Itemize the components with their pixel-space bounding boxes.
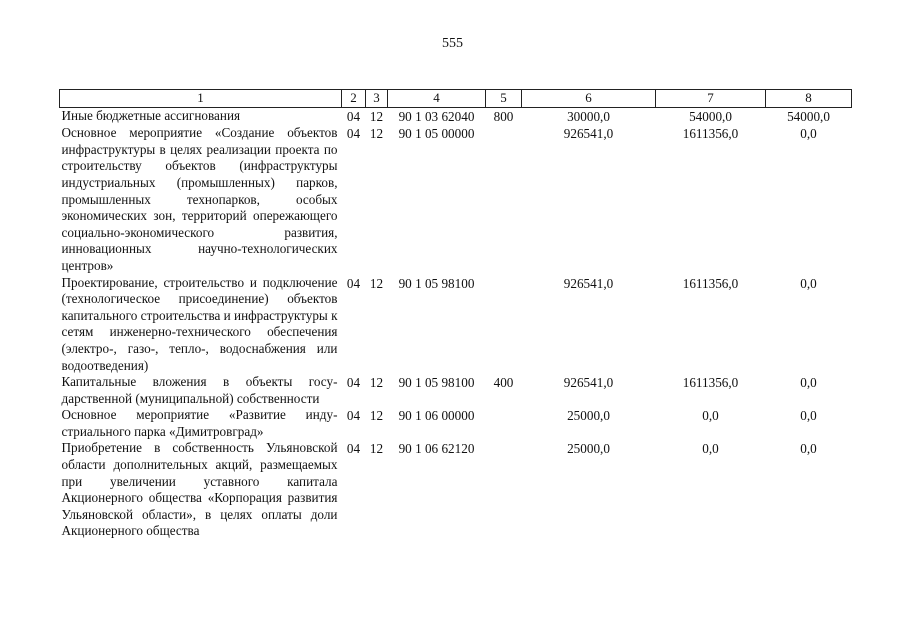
row-section: 04 [346, 108, 361, 124]
row-section: 04 [346, 375, 361, 391]
row-value-6: 25000,0 [567, 408, 610, 424]
row-value-6: 926541,0 [563, 375, 614, 391]
row-name: Приобретение в собственность Ульяновской области дополнительных акций, размещаемых при увеличении уставного капитала Акционерного общества «Корпорация развития Ульяновской области», в целях оплаты доли Акционерного общества [61, 440, 338, 539]
header-col-4: 4 [388, 90, 486, 108]
table-row [60, 275, 852, 375]
page-number: 555 [442, 36, 463, 51]
row-section: 04 [346, 441, 361, 457]
row-target-article: 90 1 03 62040 [398, 108, 475, 124]
row-target-article: 90 1 06 62120 [398, 441, 475, 457]
row-value-8: 0,0 [800, 441, 817, 457]
row-subsection: 12 [369, 108, 384, 124]
row-value-8: 0,0 [800, 408, 817, 424]
row-name: Основное мероприятие «Создание объектов инфраструктуры в целях реализации проекта по строительству объектов (инфраструктуры индустриальных (промышленных) парков, промышленных технопарков, особых экономических зон, территорий опережающего социально-экономического развития, инновационных научно-технологических центров» [61, 125, 338, 273]
row-name: Капитальные вложения в объекты государственной (муниципальной) собственности [61, 374, 338, 406]
row-subsection: 12 [369, 441, 384, 457]
row-name: Основное мероприятие «Развитие индустриального парка «Димитровград» [61, 407, 338, 439]
row-expense-type [486, 407, 522, 440]
row-value-8: 0,0 [800, 126, 817, 142]
row-value-7: 0,0 [702, 441, 719, 457]
header-col-2: 2 [342, 90, 366, 108]
row-section: 04 [346, 126, 361, 142]
row-subsection: 12 [369, 275, 384, 291]
row-section: 04 [346, 275, 361, 291]
row-expense-type [486, 275, 522, 375]
row-expense-type [486, 440, 522, 540]
row-value-7: 1611356,0 [682, 275, 739, 291]
row-value-8: 54000,0 [787, 108, 830, 124]
table-row [60, 125, 852, 274]
row-subsection: 12 [369, 126, 384, 142]
row-target-article: 90 1 05 98100 [398, 275, 475, 291]
row-value-8: 0,0 [800, 375, 817, 391]
table-row [60, 374, 852, 407]
row-target-article: 90 1 06 00000 [398, 408, 475, 424]
header-col-1: 1 [60, 90, 342, 108]
header-col-6: 6 [522, 90, 656, 108]
header-col-5: 5 [486, 90, 522, 108]
budget-table [59, 89, 852, 540]
row-subsection: 12 [369, 408, 384, 424]
row-expense-type [486, 125, 522, 274]
row-target-article: 90 1 05 98100 [398, 375, 475, 391]
row-name: Проектирование, строительство и подключение (технологическое присоединение) объектов капитального строительства и инфраструктуры к сетям инженерно-технического обеспечения (электро-, газо-, тепло-, водоснабжения или водоотведения) [61, 274, 338, 373]
table-row [60, 107, 852, 125]
table-row [60, 440, 852, 540]
row-value-7: 1611356,0 [682, 126, 739, 142]
header-col-3: 3 [366, 90, 388, 108]
row-value-6: 25000,0 [567, 441, 610, 457]
row-value-7: 54000,0 [689, 108, 732, 124]
table-header-row [60, 90, 852, 108]
row-target-article: 90 1 05 00000 [398, 126, 475, 142]
row-value-6: 926541,0 [563, 275, 614, 291]
row-value-8: 0,0 [800, 275, 817, 291]
header-col-8: 8 [766, 90, 852, 108]
row-name: Иные бюджетные ассигнования [61, 107, 241, 123]
row-value-7: 0,0 [702, 408, 719, 424]
row-value-6: 30000,0 [567, 108, 610, 124]
header-col-7: 7 [656, 90, 766, 108]
row-expense-type: 400 [493, 375, 514, 391]
row-section: 04 [346, 408, 361, 424]
table-row [60, 407, 852, 440]
row-expense-type: 800 [493, 108, 514, 124]
row-value-7: 1611356,0 [682, 375, 739, 391]
row-subsection: 12 [369, 375, 384, 391]
row-value-6: 926541,0 [563, 126, 614, 142]
